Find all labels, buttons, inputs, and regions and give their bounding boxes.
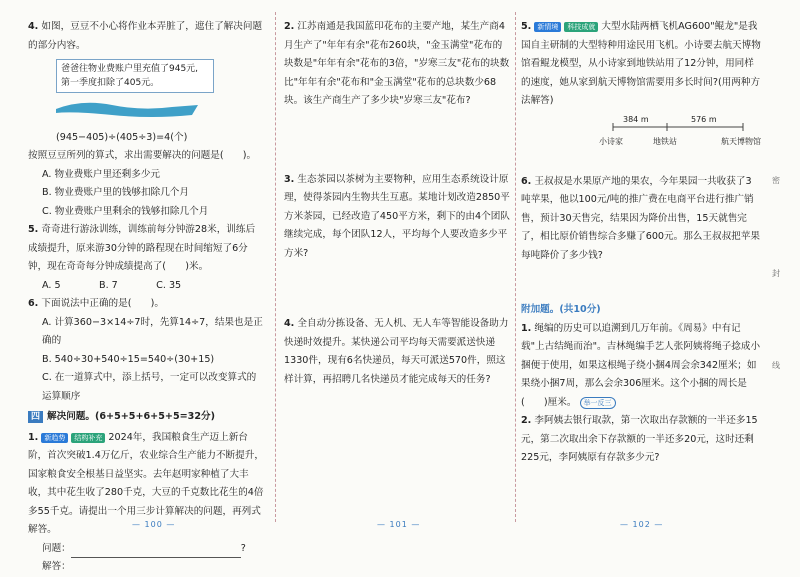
seal-line-char: 线: [772, 361, 780, 370]
option-b: B. 7: [98, 279, 118, 291]
more-practice-badge: 举一反三: [580, 397, 616, 409]
question-number: 6.: [521, 175, 532, 187]
page-number: — 100 —: [132, 520, 176, 529]
question-number: 6.: [28, 298, 39, 309]
question-text: 江苏南通是我国蓝印花布的主要产地，某生产商4月生产了"年年有余"花布260块，"金玉满堂"花布的块数是"年年有余"花布的3倍，"岁寒三友"花布的块数比"年年有余"花布和"金玉满堂"花布的总块数少68块。该生产商生产了多少块"岁寒三友"花布?: [284, 21, 510, 106]
page-number-value: 100: [144, 520, 163, 529]
question-text: 下面说法中正确的是( )。: [41, 298, 165, 309]
column-right: [521, 18, 761, 468]
option-c: C. 35: [156, 279, 182, 291]
seal-line-char: 密: [772, 176, 780, 185]
column-divider: [515, 12, 516, 522]
question-text: 如图，豆豆不小心将作业本弄脏了，遮住了解决问题的部分内容。: [28, 21, 263, 51]
answer-space[interactable]: [521, 265, 761, 301]
option-b: B. 540÷30+540÷15=540÷(30+15): [42, 353, 215, 365]
question-text: 绳编的历史可以追溯到几万年前。《周易》中有记载"上古结绳而治"。吉林绳编手艺人张阿姨将绳子捻成小捆便于使用，如果这根绳子绕小捆4周会余342厘米；如果绕小捆7周，那么会余306厘米。这个小捆的周长是( )厘米。: [521, 322, 761, 408]
place-label: 航天博物馆: [721, 136, 761, 146]
section-number: 四: [28, 411, 43, 423]
seal-line-char: 封: [772, 269, 780, 278]
question-number: 5.: [521, 21, 532, 32]
page-number-value: 101: [389, 520, 408, 529]
question-text: 大型水陆两栖飞机AG600"鲲龙"是我国自主研制的大型特种用途民用飞机。小诗要去航天博物馆看鲲龙模型，从小诗家到地铁站用了12分钟，用同样的速度，她从家到航天博物馆需要用多长时间?(用两种方法解答): [521, 21, 761, 106]
answer-blank[interactable]: [71, 545, 241, 558]
place-label: 地铁站: [653, 136, 677, 146]
page-number-value: 102: [632, 520, 651, 529]
column-left: [28, 18, 264, 577]
option-a: A. 5: [42, 279, 61, 291]
page-number: — 102 —: [620, 520, 664, 529]
note-line: 第一季度扣除了405元。: [61, 78, 160, 88]
extra-section-title: 附加题。(共10分): [521, 304, 601, 315]
option-c: C. 物业费账户里剩余的钱够扣除几个月: [42, 205, 209, 217]
option-b: B. 物业费账户里的钱够扣除几个月: [42, 187, 189, 198]
question-number: 5.: [28, 224, 39, 235]
tag-badge: 新趋势: [41, 433, 68, 443]
question-number: 4.: [28, 21, 39, 32]
question-text: 全自动分拣设备、无人机、无人车等智能设备助力快递时效提升。某快递公司平均每天需要派送快递1330件，现有6名快递员，每天可派送570件，照这样计算，再招聘几名快递员才能完成每天的任务?: [284, 318, 509, 385]
tag-badge: 结构补充: [71, 433, 105, 443]
question-text: 李阿姨去银行取款，第一次取出存款额的一半还多15元，第二次取出余下存款额的一半还多20元，这时还剩225元，李阿姨原有存款多少元?: [521, 415, 758, 463]
note-line: 爸爸往物业费账户里充值了945元,: [61, 64, 199, 74]
note-box: [56, 59, 214, 93]
question-mark: ?: [240, 542, 246, 554]
question-number: 2.: [284, 21, 295, 32]
page-number: — 101 —: [377, 520, 421, 529]
question-number: 3.: [284, 173, 295, 185]
column-middle: [284, 18, 510, 389]
question-number: 2.: [521, 415, 532, 426]
option-a: A. 计算360−3×14÷7时，先算14÷7，结果也是正确的: [42, 316, 263, 346]
ink-stain-image: [52, 97, 202, 119]
question-text: 2024年，我国粮食生产迈上新台阶，首次突破1.4万亿斤，农业综合生产能力不断提升，国家粮食安全根基日益坚实。去年赵明家种植了大丰收，其中花生收了280千克，大豆的千克数比花生的4倍多55千克。请提出一个用三步计算解决的问题，再列式解答。: [28, 431, 264, 535]
distance-label: 384 m: [623, 114, 649, 124]
question-label: 问题：: [42, 542, 71, 554]
question-ask: 按照豆豆所列的算式，求出需要解决的问题是( )。: [28, 150, 257, 161]
question-text: 生态茶园以茶树为主要物种，应用生态系统设计原理，使得茶园内生物共生互惠。某地计划改造2850平方米茶园，已经改造了450平方米，剩下的由4个团队继续完成，每个团队12人，平均每个人要改造多少平方米?: [284, 173, 510, 259]
section-title: 解决问题。(6+5+5+6+5+5=32分): [47, 411, 215, 422]
tag-badge: 科技成就: [564, 22, 598, 32]
question-text: 奇奇进行游泳训练，训练前每分钟游28米，训练后成绩提升，原来游30分钟的路程现在时间缩短了6分钟，现在奇奇每分钟成绩提高了( )米。: [28, 224, 256, 272]
column-divider: [275, 12, 276, 522]
tag-badge: 新情境: [534, 22, 561, 32]
formula: (945−405)÷(405÷3)=4(个): [56, 131, 188, 143]
option-c: C. 在一道算式中，添上括号，一定可以改变算式的运算顺序: [42, 372, 257, 402]
question-number: 1.: [28, 431, 39, 443]
answer-label: 解答：: [42, 561, 71, 572]
option-a: A. 物业费账户里还剩多少元: [42, 168, 161, 180]
distance-label: 576 m: [691, 114, 717, 124]
answer-space[interactable]: [284, 263, 510, 315]
question-text: 王叔叔是水果原产地的果农，今年果园一共收获了3吨苹果，他以100元/吨的推广费在电商平台进行推广销售，预计30天售完，结果因为降价出售，15天就售完了，相比原价销售综合多赚了600元。那么王叔叔把苹果每吨降价了多少钱?: [521, 175, 760, 261]
answer-space[interactable]: [284, 111, 510, 171]
question-number: 1.: [521, 322, 532, 334]
place-label: 小诗家: [599, 136, 623, 146]
distance-diagram: [521, 115, 761, 155]
question-number: 4.: [284, 318, 295, 329]
answer-space[interactable]: [521, 159, 761, 173]
